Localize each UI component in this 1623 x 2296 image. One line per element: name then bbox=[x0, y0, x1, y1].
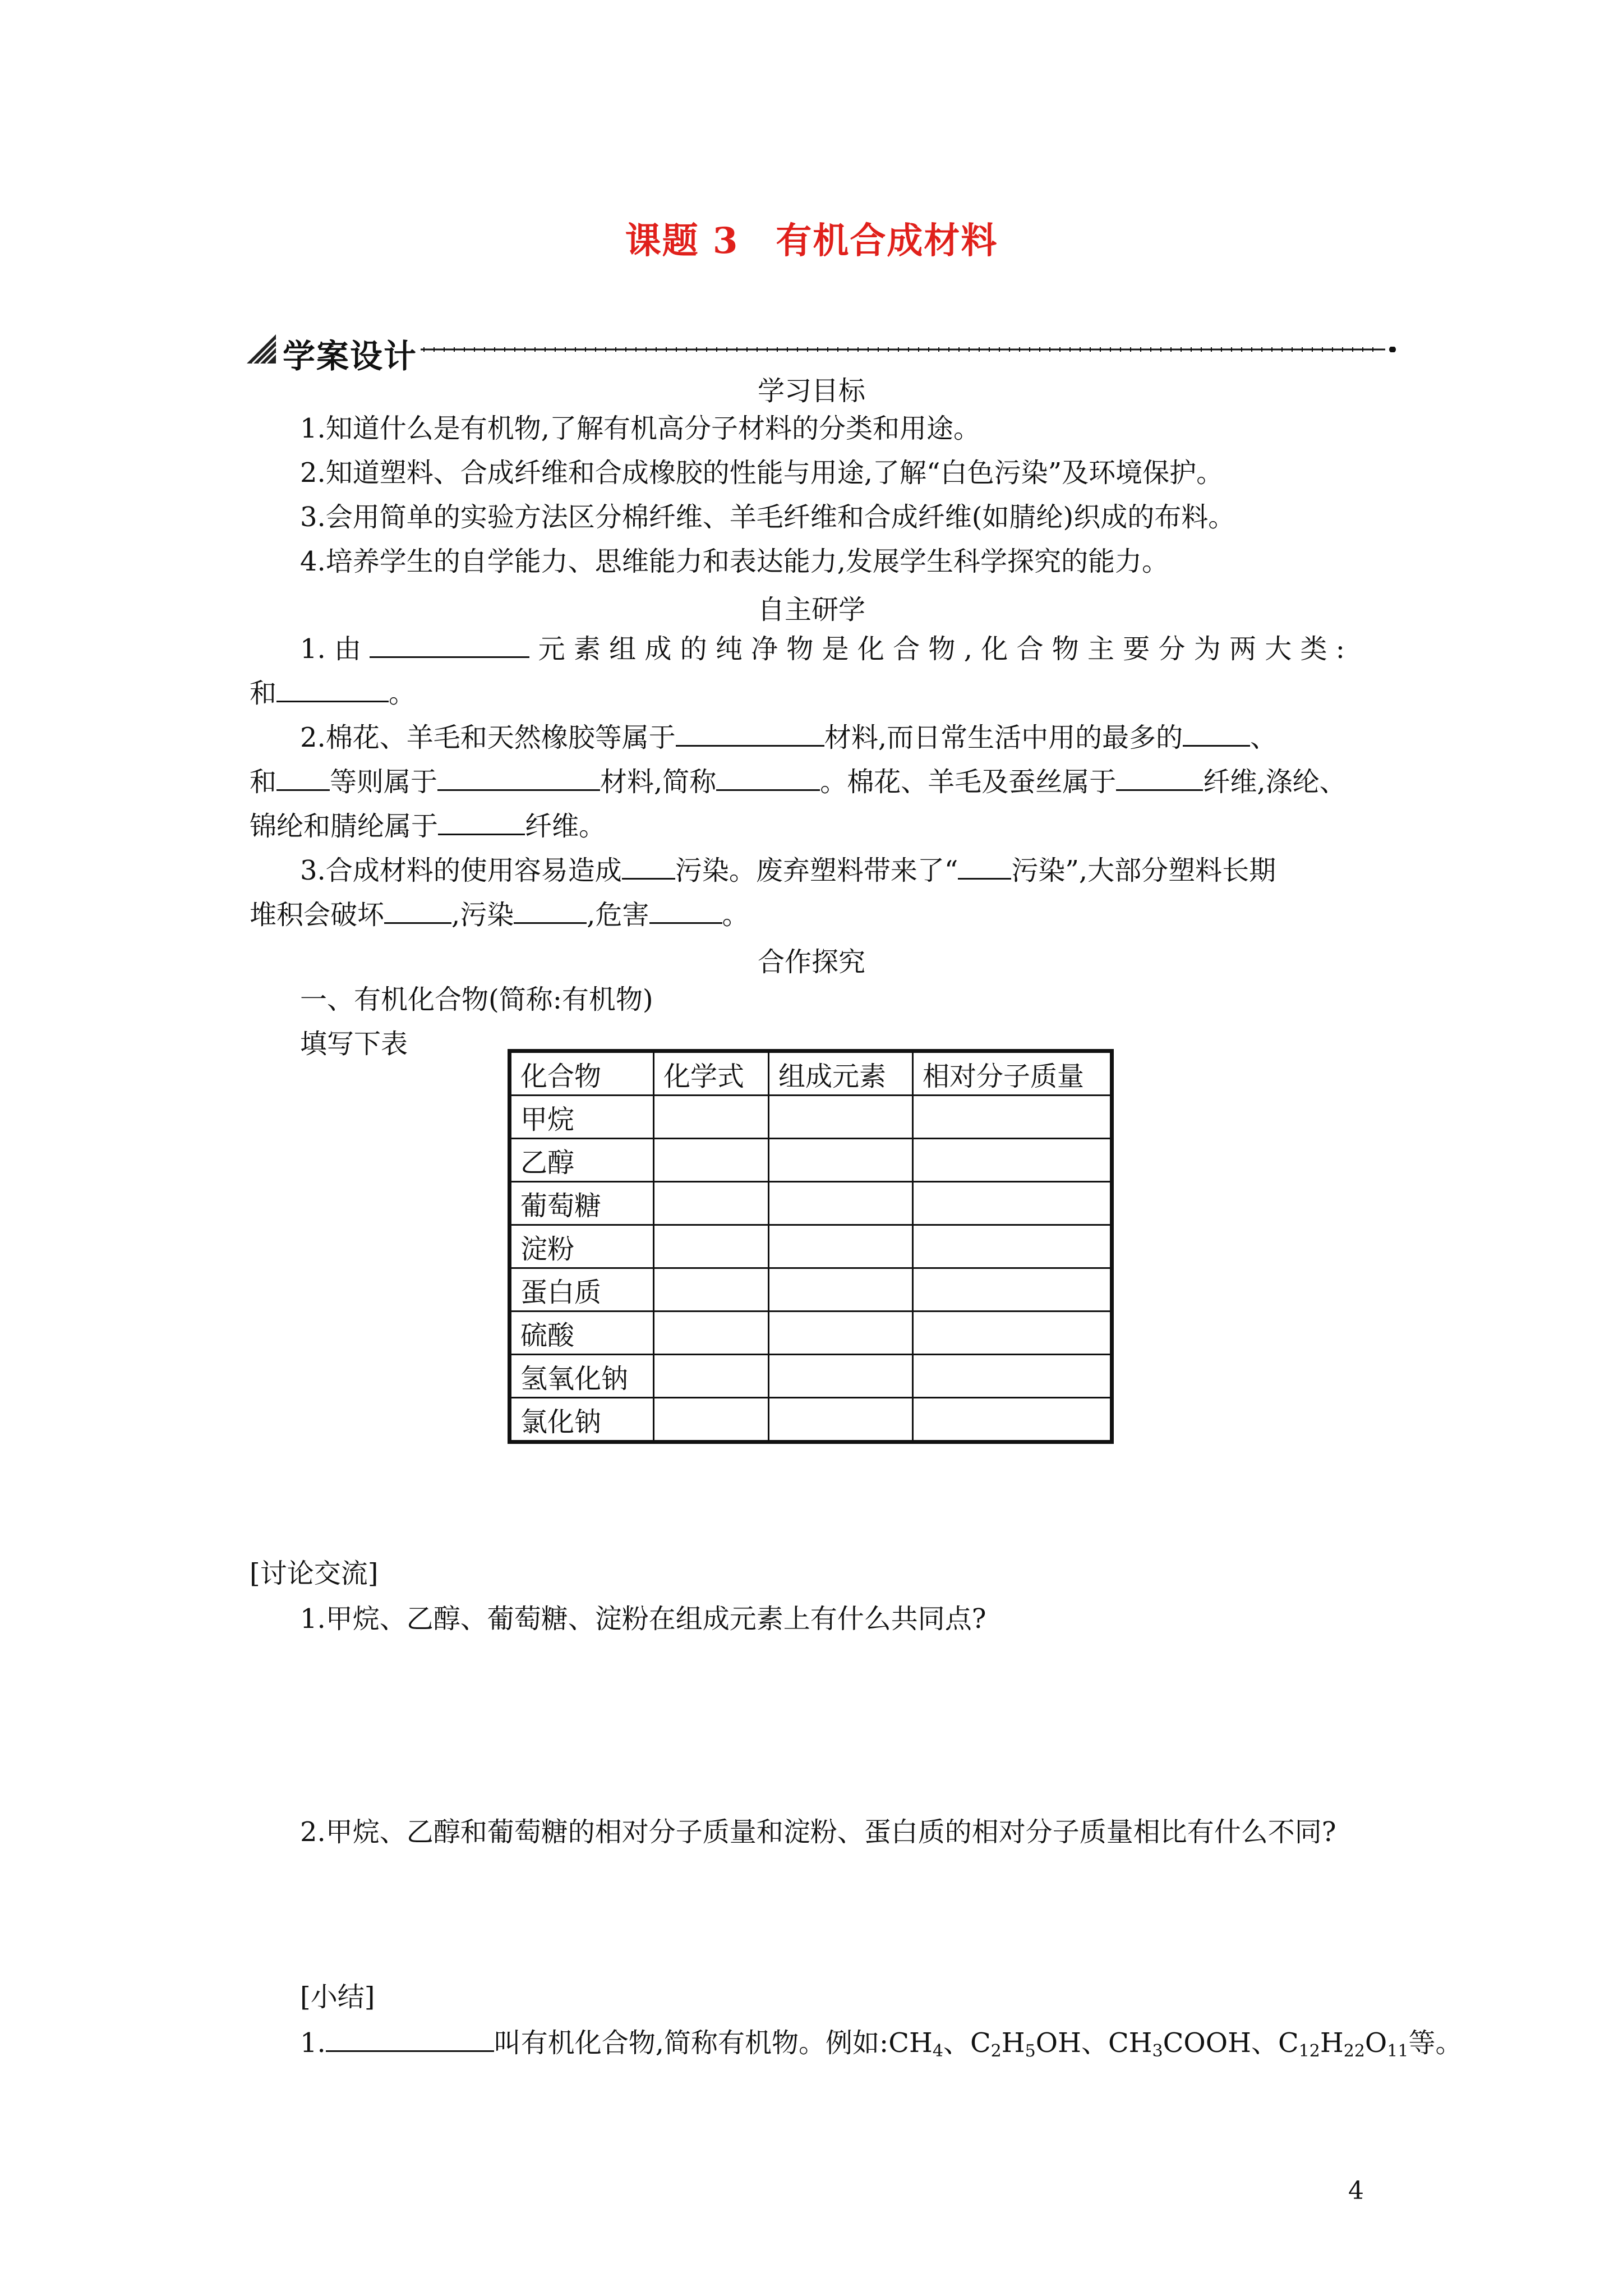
table-cell[interactable] bbox=[913, 1225, 1112, 1268]
table-cell[interactable] bbox=[769, 1312, 913, 1355]
discussion-question-1: 1.甲烷、乙醇、葡萄糖、淀粉在组成元素上有什么共同点? bbox=[300, 1603, 986, 1635]
table-cell[interactable] bbox=[913, 1182, 1112, 1225]
fill-blank[interactable] bbox=[276, 676, 389, 702]
table-row bbox=[510, 1312, 1112, 1355]
table-cell[interactable] bbox=[913, 1139, 1112, 1182]
summary-label: [小结] bbox=[300, 1981, 375, 2013]
fill-blank[interactable] bbox=[676, 720, 824, 747]
table-cell[interactable] bbox=[769, 1355, 913, 1398]
compound-table bbox=[508, 1049, 1114, 1444]
compound-name: 氯化钠 bbox=[510, 1398, 654, 1442]
table-header-row bbox=[510, 1051, 1112, 1096]
table-row bbox=[510, 1182, 1112, 1225]
table-cell[interactable] bbox=[654, 1225, 769, 1268]
table-row bbox=[510, 1225, 1112, 1268]
table-cell[interactable] bbox=[769, 1398, 913, 1442]
table-header-cell: 化学式 bbox=[654, 1051, 769, 1096]
table-cell[interactable] bbox=[769, 1182, 913, 1225]
table-cell[interactable] bbox=[913, 1398, 1112, 1442]
fill-blank[interactable] bbox=[622, 853, 675, 880]
table-cell[interactable] bbox=[913, 1355, 1112, 1398]
table-cell[interactable] bbox=[654, 1096, 769, 1139]
formula-ch4: $CH_4$ bbox=[888, 2027, 943, 2061]
fill-blank[interactable] bbox=[437, 765, 600, 791]
coop-instruction: 填写下表 bbox=[300, 1028, 408, 1060]
table-cell[interactable] bbox=[913, 1312, 1112, 1355]
table-cell[interactable] bbox=[654, 1139, 769, 1182]
summary-line: 1. 叫有机化合物,简称有机物。例如$:CH_4$、$C_2H_5OH$、$CH_3COOH$、$C_{12}H_{22}O_{11}$等。 bbox=[300, 2026, 1462, 2068]
table-cell[interactable] bbox=[913, 1268, 1112, 1312]
fill-blank[interactable] bbox=[370, 632, 529, 658]
table-cell[interactable] bbox=[769, 1139, 913, 1182]
compound-name: 硫酸 bbox=[510, 1312, 654, 1355]
self-study-q1-line2: 和 。 bbox=[250, 676, 416, 710]
table-cell[interactable] bbox=[769, 1268, 913, 1312]
compound-name: 葡萄糖 bbox=[510, 1182, 654, 1225]
banner-dotted-rule bbox=[421, 347, 1396, 352]
goal-item: 2.知道塑料、合成纤维和合成橡胶的性能与用途,了解“白色污染”及环境保护。 bbox=[300, 457, 1224, 489]
discussion-question-2: 2.甲烷、乙醇和葡萄糖的相对分子质量和淀粉、蛋白质的相对分子质量相比有什么不同? bbox=[300, 1816, 1336, 1848]
banner-label: 学案设计 bbox=[283, 337, 418, 375]
table-cell[interactable] bbox=[654, 1268, 769, 1312]
fill-blank[interactable] bbox=[276, 765, 330, 791]
goal-item: 3.会用简单的实验方法区分棉纤维、羊毛纤维和合成纤维(如腈纶)织成的布料。 bbox=[300, 501, 1235, 533]
table-cell[interactable] bbox=[654, 1312, 769, 1355]
self-study-q3-line2: 堆积会破坏 ,污染 ,危害 。 bbox=[250, 898, 749, 932]
compound-name: 氢氧化钠 bbox=[510, 1355, 654, 1398]
table-cell[interactable] bbox=[769, 1225, 913, 1268]
fill-blank[interactable] bbox=[514, 898, 587, 924]
compound-name: 甲烷 bbox=[510, 1096, 654, 1139]
goal-item: 1.知道什么是有机物,了解有机高分子材料的分类和用途。 bbox=[300, 413, 981, 444]
fill-blank[interactable] bbox=[384, 898, 451, 924]
table-cell[interactable] bbox=[654, 1355, 769, 1398]
compound-name: 蛋白质 bbox=[510, 1268, 654, 1312]
table-row bbox=[510, 1096, 1112, 1139]
table-header-cell: 组成元素 bbox=[769, 1051, 913, 1096]
banner-stripe-icon bbox=[247, 334, 276, 364]
section-banner bbox=[247, 330, 1402, 375]
page-number: 4 bbox=[1348, 2177, 1364, 2205]
self-study-q3-line1: 3.合成材料的使用容易造成 污染。废弃塑料带来了“ 污染”,大部分塑料长期 bbox=[300, 853, 1276, 887]
formula-c2h5oh: $C_2H_5OH$ bbox=[970, 2027, 1081, 2061]
table-header-cell: 化合物 bbox=[510, 1051, 654, 1096]
table-row bbox=[510, 1139, 1112, 1182]
table-header-cell: 相对分子质量 bbox=[913, 1051, 1112, 1096]
goals-heading: 学习目标 bbox=[757, 375, 865, 407]
lesson-title: 课题 3 有机合成材料 bbox=[625, 220, 998, 262]
table-row bbox=[510, 1355, 1112, 1398]
coop-heading: 合作探究 bbox=[757, 946, 865, 978]
table-cell[interactable] bbox=[913, 1096, 1112, 1139]
table-row bbox=[510, 1268, 1112, 1312]
self-study-q2-line2: 和 等则属于 材料,简称 。棉花、羊毛及蚕丝属于 纤维,涤纶、 bbox=[250, 765, 1347, 799]
discussion-label: [讨论交流] bbox=[250, 1558, 379, 1589]
formula-ch3cooh: $CH_3COOH$ bbox=[1108, 2027, 1251, 2061]
self-study-q1-line1: 1. 由 元 素 组 成 的 纯 净 物 是 化 合 物 , 化 合 物 主 要 分 为 两 大 类 : bbox=[300, 632, 1345, 666]
table-row bbox=[510, 1398, 1112, 1442]
fill-blank[interactable] bbox=[438, 809, 525, 835]
self-study-q2-line1: 2.棉花、羊毛和天然橡胶等属于 材料,而日常生活中用的最多的 、 bbox=[300, 720, 1277, 754]
table-cell[interactable] bbox=[654, 1182, 769, 1225]
self-study-q2-line3: 锦纶和腈纶属于 纤维。 bbox=[250, 809, 606, 843]
coop-subheading: 一、有机化合物(简称:有机物) bbox=[300, 984, 653, 1015]
fill-blank[interactable] bbox=[1183, 720, 1250, 747]
goal-item: 4.培养学生的自学能力、思维能力和表达能力,发展学生科学探究的能力。 bbox=[300, 546, 1169, 577]
compound-name: 乙醇 bbox=[510, 1139, 654, 1182]
table-cell[interactable] bbox=[654, 1398, 769, 1442]
formula-sucrose: $C_{12}H_{22}O_{11}$ bbox=[1278, 2027, 1409, 2061]
fill-blank[interactable] bbox=[716, 765, 820, 791]
fill-blank[interactable] bbox=[649, 898, 722, 924]
compound-name: 淀粉 bbox=[510, 1225, 654, 1268]
fill-blank[interactable] bbox=[326, 2026, 494, 2052]
fill-blank[interactable] bbox=[1116, 765, 1203, 791]
self-study-heading: 自主研学 bbox=[757, 594, 865, 625]
fill-blank[interactable] bbox=[958, 853, 1011, 880]
table-cell[interactable] bbox=[769, 1096, 913, 1139]
